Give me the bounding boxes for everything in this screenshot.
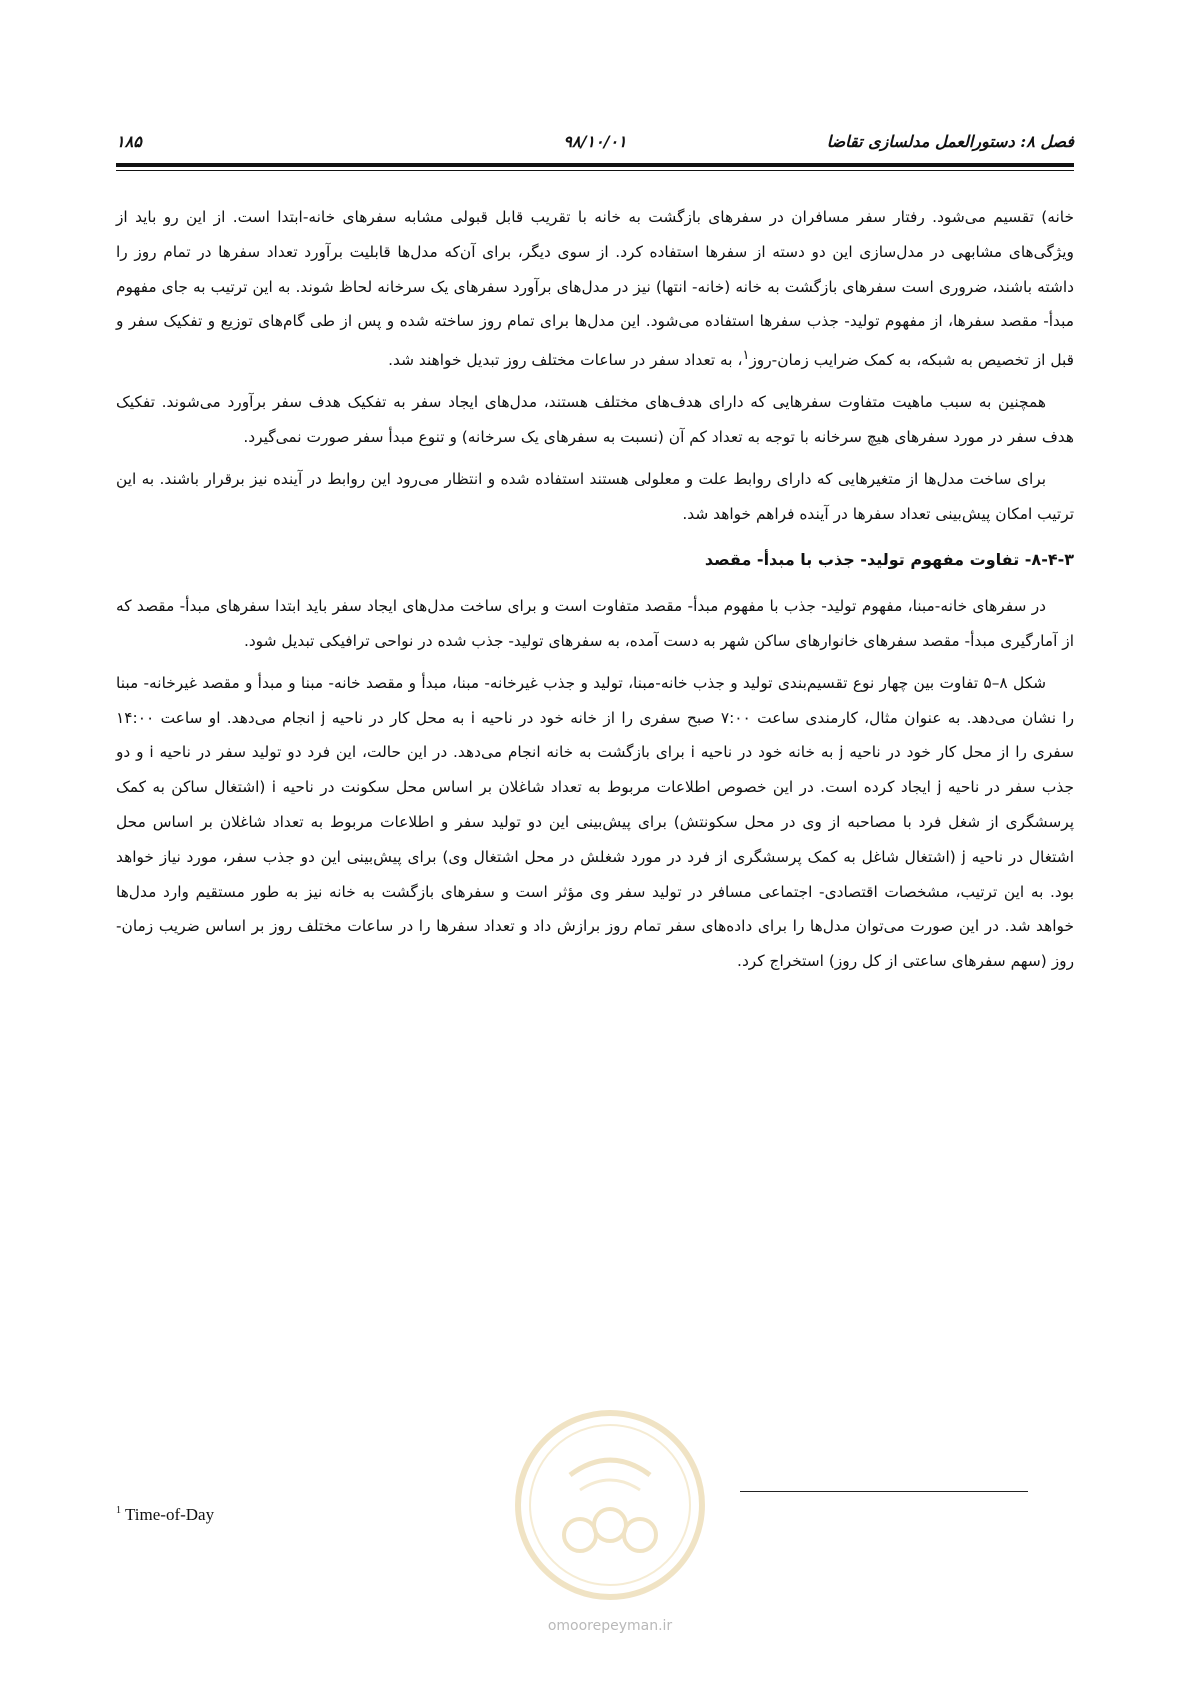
footnote-marker: 1 [116, 1505, 121, 1517]
header-rule-thin [116, 170, 1074, 171]
page-number: ۱۸۵ [116, 132, 142, 151]
section-heading: ۸-۴-۳- تفاوت مفهوم تولید- جذب با مبدأ- مقصد [704, 550, 1074, 570]
header-rule-thick [116, 163, 1074, 167]
running-header [116, 132, 1074, 156]
paragraph-1 [116, 200, 1074, 378]
paragraph-2: همچنین به سبب ماهیت متفاوت سفرهایی که دارای هدف‌های مختلف هستند، مدل‌های ایجاد سفر به تفکیک هدف سفر برآورد می‌شوند. تفکیک هدف سفر در مورد سفرهای هیچ سرخانه با توجه به تعداد کم آن (نسبت به سفرهای یک سرخانه) و تنوع مبدأ سفر صورت نمی‌گیرد. [116, 393, 1074, 446]
footnote [116, 1505, 214, 1525]
chapter-title: فصل ۸: دستورالعمل مدلسازی تقاضا [826, 132, 1074, 151]
paragraph-1-end: ، به تعداد سفر در ساعات مختلف روز تبدیل خواهند شد. [388, 351, 743, 370]
omoorepeyman-seal-icon [510, 1405, 710, 1605]
paragraph-1-text: خانه) تقسیم می‌شود. رفتار سفر مسافران در سفرهای بازگشت به خانه با تقریب قابل قبولی مشابه سفرهای خانه-ابتدا است. از این رو باید از ویژگی‌های مشابهی در مدل‌سازی این دو دسته از سفرها استفاده کرد. از سوی دیگر، برای آن‌که مدل‌ها قابلیت برآورد تعداد سفرها در تمام روز را داشته باشند، ضروری است سفرهای بازگشت به خانه (خانه- انتها) نیز در مدل‌های برآورد سفرهای یک سرخانه لحاظ شوند. به این ترتیب به جای مفهوم مبدأ- مقصد سفرها، از مفهوم تولید- جذب سفرها استفاده می‌شود. این مدل‌ها برای تمام روز ساخته شده و پس از طی گام‌های توزیع و تفکیک سفر و قبل از تخصیص به شبکه، به کمک ضرایب زمان-روز [116, 208, 1074, 370]
footnote-ref[interactable]: ۱ [742, 348, 750, 364]
watermark-url: omoorepeyman.ir [547, 1618, 673, 1634]
footnote-text: Time-of-Day [125, 1505, 215, 1524]
header-date: ۹۸/۱۰/۰۱ [563, 132, 627, 151]
paragraph-3: برای ساخت مدل‌ها از متغیرهایی که دارای روابط علت و معلولی هستند استفاده شده و انتظار می‌رود این روابط در آینده نیز برقرار باشند. به این ترتیب امکان پیش‌بینی تعداد سفرها در آینده فراهم خواهد شد. [116, 469, 1074, 523]
paragraph-5: شکل ۸–۵ تفاوت بین چهار نوع تقسیم‌بندی تولید و جذب خانه-مبنا، تولید و جذب غیرخانه- مبنا، مبدأ و مقصد خانه- مبنا و مبدأ و مقصد غیرخانه- مبنا را نشان می‌دهد. به عنوان مثال، کارمندی ساعت ۷:۰۰ صبح سفری را از خانه خود در ناحیه i به محل کار در ناحیه j انجام می‌دهد. او ساعت ۱۴:۰۰ سفری را از محل کار خود در ناحیه j به خانه خود در ناحیه i برای بازگشت به خانه انجام می‌دهد. در این حالت، این فرد دو تولید سفر در ناحیه i و دو جذب سفر در ناحیه j ایجاد کرده است. در این خصوص اطلاعات مربوط به تعداد شاغلان بر اساس محل سکونت در ناحیه i (اشتغال ساکن به کمک پرسشگری از شغل فرد با مصاحبه از وی در محل سکونتش) برای پیش‌بینی این دو تولید سفر و اطلاعات مربوط به تعداد شاغلان بر اساس محل اشتغال در ناحیه j (اشتغال شاغل به کمک پرسشگری از فرد در مورد شغلش در محل اشتغال وی) برای پیش‌بینی این دو جذب سفر، مورد نیاز خواهد بود. به این ترتیب، مشخصات اقتصادی- اجتماعی مسافر در تولید سفر وی مؤثر است و سفرهای بازگشت به خانه نیز به طور مستقیم وارد مدل‌ها خواهد شد. در این صورت می‌توان مدل‌ها را برای داده‌های سفر تمام روز برازش داد و تعداد سفرها را در ساعات مختلف روز بر اساس ضریب زمان-روز (سهم سفرهای ساعتی از کل روز) استخراج کرد. [116, 673, 1075, 971]
paragraph-4: در سفرهای خانه-مبنا، مفهوم تولید- جذب با مفهوم مبدأ- مقصد متفاوت است و برای ساخت مدل‌های ایجاد سفر باید ابتدا سفرهای مبدأ- مقصد که از آمارگیری مبدأ- مقصد سفرهای خانوارهای ساکن شهر به دست آمده، به سفرهای تولید- جذب شده در نواحی ترافیکی تبدیل شود. [116, 597, 1074, 651]
footnote-rule [740, 1491, 1028, 1492]
body-text [116, 200, 1074, 986]
